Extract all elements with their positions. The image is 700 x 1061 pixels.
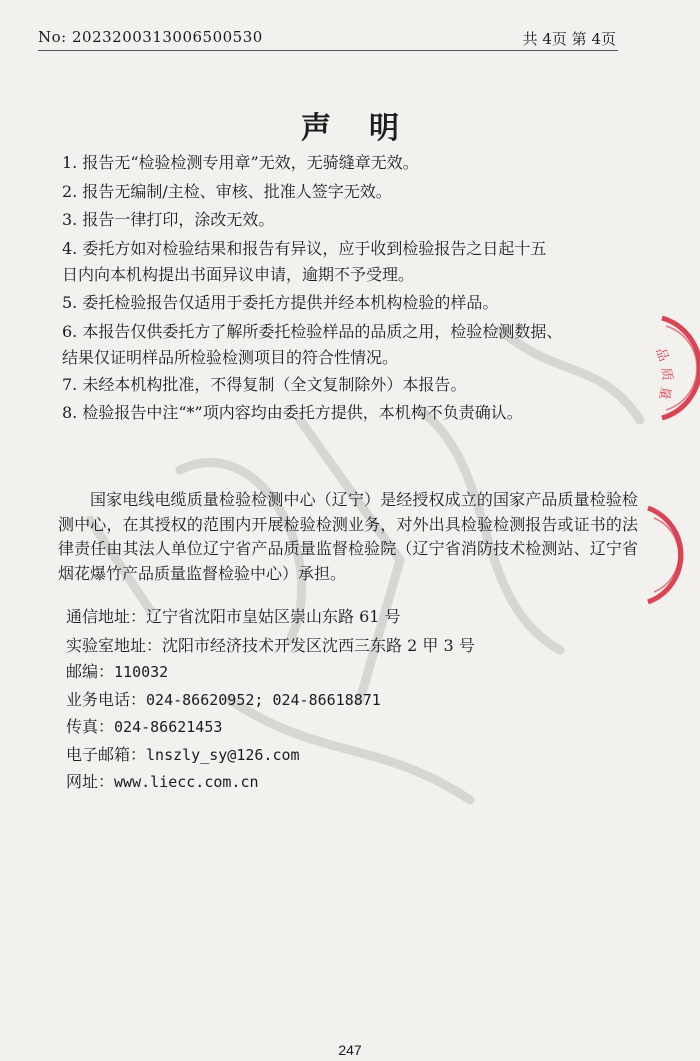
- statement-line: 3. 报告一律打印，涂改无效。: [62, 210, 275, 229]
- seal-stamp-icon: [618, 312, 700, 424]
- page-count: 共 4页 第 4页: [522, 30, 616, 48]
- svg-text:质: 质: [658, 367, 675, 382]
- contact-fax: [66, 714, 222, 737]
- contact-label: 网址：: [66, 772, 115, 791]
- page-title: 声明: [301, 111, 437, 146]
- statement-line: 6. 本报告仅供委托方了解所委托检验样品的品质之用，检验检测数据、: [62, 322, 563, 341]
- report-number: No: 2023200313006500530: [38, 28, 263, 46]
- contact-value: 024-86620952; 024-86618871: [146, 691, 381, 709]
- contact-postcode: [66, 659, 168, 682]
- statement-line: 日内向本机构提出书面异议申请，逾期不予受理。: [62, 265, 415, 284]
- intro-paragraph: 国家电线电缆质量检验检测中心（辽宁）是经授权成立的国家产品质量检验检测中心，在其授权的范围内开展检验检测业务，对外出具检验检测报告或证书的法律责任由其法人单位辽宁省产品质量监督检验院（辽宁省消防技术检测站、辽宁省烟花爆竹产品质量监督检验中心）承担。: [58, 490, 638, 583]
- statement-line: 5. 委托检验报告仅适用于委托方提供并经本机构检验的样品。: [62, 293, 499, 312]
- statement-line: 1. 报告无“检验检测专用章”无效，无骑缝章无效。: [62, 153, 419, 172]
- contact-value: www.liecc.com.cn: [114, 773, 259, 791]
- contact-label: 邮编：: [66, 662, 115, 681]
- contact-label: 电子邮箱：: [66, 745, 147, 764]
- contact-lab-address: [66, 633, 475, 656]
- header-divider: [38, 50, 618, 51]
- contact-address: [66, 604, 401, 627]
- page-number: 247: [338, 1042, 362, 1058]
- svg-text:品: 品: [652, 346, 671, 364]
- contact-value: 110032: [114, 663, 169, 681]
- contact-label: 实验室地址：: [66, 636, 163, 655]
- statement-line: 2. 报告无编制/主检、审核、批准人签字无效。: [62, 182, 392, 201]
- statement-line: 7. 未经本机构批准，不得复制（全文复制除外）本报告。: [62, 375, 467, 394]
- contact-phone: [66, 687, 381, 710]
- svg-text:量: 量: [655, 385, 673, 401]
- statement-line: 结果仅证明样品所检验检测项目的符合性情况。: [62, 348, 399, 367]
- contact-label: 业务电话：: [66, 690, 147, 709]
- contact-value: 024-86621453: [114, 718, 223, 736]
- contact-value: 沈阳市经济技术开发区沈西三东路 2 甲 3 号: [162, 636, 475, 655]
- contact-label: 通信地址：: [66, 607, 147, 626]
- contact-website: [66, 769, 259, 792]
- seal-stamp-edge-icon: [640, 500, 700, 610]
- statement-line: 4. 委托方如对检验结果和报告有异议，应于收到检验报告之日起十五: [62, 239, 547, 258]
- contact-label: 传真：: [66, 717, 115, 736]
- contact-value: 辽宁省沈阳市皇姑区崇山东路 61 号: [146, 607, 401, 626]
- contact-email: [66, 742, 300, 765]
- statement-line: 8. 检验报告中注“*”项内容均由委托方提供，本机构不负责确认。: [62, 403, 523, 422]
- contact-value: lnszly_sy@126.com: [146, 746, 300, 764]
